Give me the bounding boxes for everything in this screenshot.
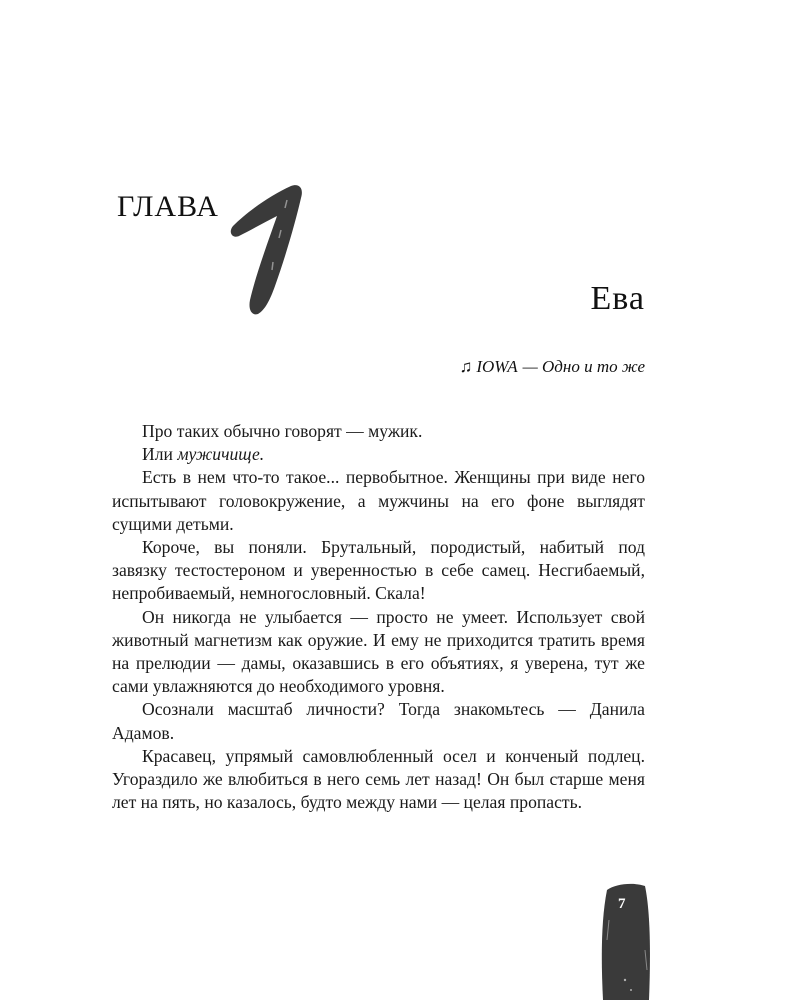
music-note-icon: ♫	[459, 357, 473, 376]
paragraph: Про таких обычно говорят — мужик.	[142, 421, 423, 441]
epigraph	[460, 357, 645, 377]
emphasized-word: мужичище.	[177, 444, 265, 465]
chapter-number-brush-digit	[225, 182, 315, 317]
paragraph: Красавец, упрямый самовлюбленный осел и конченый подлец. Угораздило же влюбиться в него семь лет назад! Он был старше меня лет на пять, но казалось, будто между нами — целая пропасть.	[112, 745, 645, 813]
epigraph-artist: IOWA	[476, 357, 518, 376]
chapter-text	[112, 420, 645, 814]
page-number: 7	[618, 896, 626, 912]
chapter-character-name: Ева	[590, 280, 645, 317]
paragraph: Осознали масштаб личности? Тогда знакомьтесь — Данила Адамов.	[112, 699, 645, 743]
epigraph-song: — Одно и то же	[522, 357, 645, 376]
paragraph: Или мужичище.	[142, 444, 265, 465]
paragraph: Короче, вы поняли. Брутальный, породистый, набитый под завязку тестостероном и уверенностью в себе самец. Несгибаемый, непробиваемый, немногословный. Скала!	[112, 537, 645, 604]
chapter-label: ГЛАВА	[117, 190, 219, 223]
paragraph: Он никогда не улыбается — просто не умеет. Использует свой животный магнетизм как оружие. И ему не приходится тратить время на прелюдии — дамы, оказавшись в его объятиях, я уверена, тут же сами увлажняются до необходимого уровня.	[112, 606, 645, 697]
paragraph: Есть в нем что-то такое... первобытное. Женщины при виде него испытывают головокружение, а мужчины на его фоне выглядят сущими детьми.	[112, 467, 645, 534]
